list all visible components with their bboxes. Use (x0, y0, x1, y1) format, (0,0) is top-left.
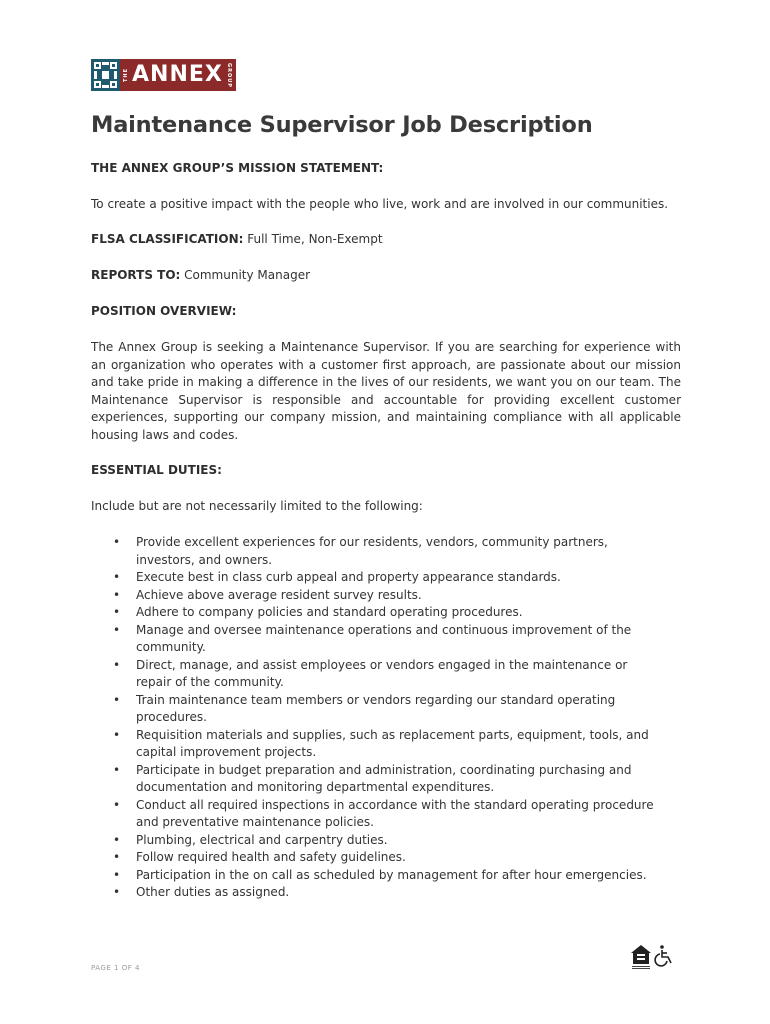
duty-text: Follow required health and safety guidelines. (136, 850, 406, 864)
annex-group-logo (91, 59, 236, 91)
duty-list-item (91, 727, 681, 762)
duty-list-item (91, 657, 681, 692)
duty-list-item (91, 867, 681, 885)
duty-text: Participate in budget preparation and administration, coordinating purchasing and documentation and monitoring departmental expenditures. (136, 762, 632, 794)
overview-heading: POSITION OVERVIEW: (91, 304, 237, 318)
bullet-icon: • (113, 535, 121, 549)
bullet-icon: • (113, 762, 121, 777)
duty-text: Adhere to company policies and standard operating procedures. (136, 605, 523, 619)
duty-text: Participation in the on call as scheduled by management for after hour emergencies. (136, 867, 647, 882)
logo-group-text: GROUP (225, 62, 232, 88)
duty-list-item (91, 622, 681, 657)
logo-annex-text: ANNEX (132, 62, 223, 87)
logo-mark-icon (91, 59, 120, 91)
bullet-icon: • (113, 622, 121, 637)
duty-text: Manage and oversee maintenance operations and continuous improvement of the community. (136, 622, 632, 654)
duty-list-item (91, 692, 681, 727)
duty-list-item (91, 587, 681, 605)
page-number: PAGE 1 OF 4 (91, 964, 140, 972)
wheelchair-accessible-icon (655, 945, 671, 966)
bullet-icon: • (113, 727, 121, 742)
mission-text: To create a positive impact with the people who live, work and are involved in our communities. (91, 197, 669, 211)
bullet-icon: • (113, 850, 121, 864)
bullet-icon: • (113, 832, 121, 847)
duty-text: Train maintenance team members or vendors regarding our standard operating procedures. (136, 692, 616, 724)
reports-to-label: REPORTS TO: (91, 268, 181, 282)
page-title: Maintenance Supervisor Job Description (91, 112, 593, 138)
duty-text: Achieve above average resident survey results. (136, 587, 422, 602)
bullet-icon: • (113, 797, 121, 812)
duty-text: Requisition materials and supplies, such as replacement parts, equipment, tools, and capital improvement projects. (136, 727, 649, 759)
reports-to-value: Community Manager (180, 268, 311, 282)
logo-wordmark (120, 59, 236, 91)
bullet-icon: • (113, 587, 121, 602)
duty-list-item (91, 832, 681, 850)
duty-text: Other duties as assigned. (136, 885, 290, 899)
duty-list-item (91, 762, 681, 797)
bullet-icon: • (113, 657, 121, 672)
duty-list-item (91, 797, 681, 832)
duties-heading: ESSENTIAL DUTIES: (91, 463, 222, 477)
duty-text: Direct, manage, and assist employees or vendors engaged in the maintenance or repair of the community. (136, 657, 628, 689)
duty-list-item (91, 604, 681, 622)
duty-text: Execute best in class curb appeal and property appearance standards. (136, 570, 561, 584)
duty-text: Conduct all required inspections in accordance with the standard operating procedure and preventative maintenance policies. (136, 797, 654, 829)
equal-housing-opportunity-icon (631, 945, 651, 969)
reports-to (91, 267, 310, 285)
bullet-icon: • (113, 570, 121, 584)
bullet-icon: • (113, 605, 121, 619)
duty-list-item (91, 884, 681, 902)
logo-the-text: THE (123, 67, 129, 82)
bullet-icon: • (113, 867, 121, 882)
duty-list-item (91, 849, 681, 867)
footer-icons (629, 942, 679, 972)
duty-text: Plumbing, electrical and carpentry duties. (136, 832, 388, 847)
flsa-classification (91, 231, 383, 249)
duty-list-item (91, 569, 681, 587)
flsa-value: Full Time, Non-Exempt (243, 232, 383, 246)
overview-text: The Annex Group is seeking a Maintenance Supervisor. If you are searching for experience with an organization who operates with a customer first approach, are passionate about our mission and take pride in making a difference in the lives of our residents, we want you on our team. The Maintenance Supervisor is responsible and accountable for providing excellent customer experiences, supporting our company mission, and maintaining compliance with all applicable housing laws and codes. (91, 340, 681, 442)
bullet-icon: • (113, 885, 121, 899)
duties-intro: Include but are not necessarily limited to the following: (91, 499, 423, 513)
mission-heading: THE ANNEX GROUP’S MISSION STATEMENT: (91, 161, 384, 175)
flsa-label: FLSA CLASSIFICATION: (91, 232, 244, 246)
duty-text: Provide excellent experiences for our residents, vendors, community partners, investors, and owners. (136, 535, 608, 567)
duties-list (91, 534, 681, 902)
bullet-icon: • (113, 692, 121, 707)
duty-list-item (91, 534, 681, 569)
